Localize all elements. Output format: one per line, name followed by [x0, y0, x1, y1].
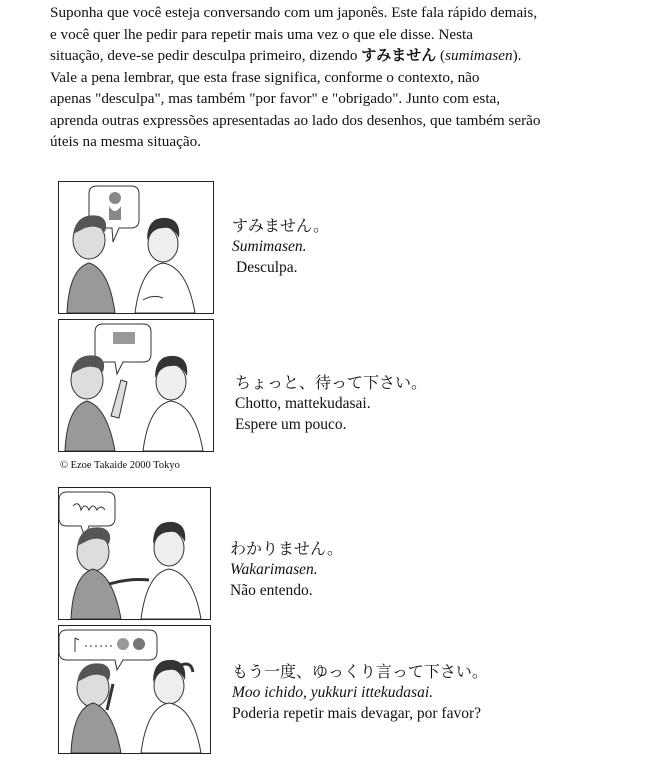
dialog-4: [232, 661, 488, 724]
intro-line-5: apenas "desculpa", mas também "por favor" e "obrigado". Junto com esta,: [50, 90, 501, 107]
intro-line-1: Suponha que você esteja conversando com um japonês. Este fala rápido demais,: [50, 4, 538, 21]
comic-illustration-1: [59, 182, 213, 313]
comic-illustration-2: [59, 320, 213, 451]
dialog-4-translation: Poderia repetir mais devagar, por favor?: [232, 705, 481, 722]
comic-panel-4: [58, 625, 211, 754]
dialog-3-japanese: わかりません。: [230, 539, 343, 558]
dialog-3: [230, 538, 343, 601]
dialog-2-japanese: ちょっと、待って下さい。: [235, 373, 428, 392]
intro-line-3: [50, 45, 630, 67]
comic-illustration-4: [59, 626, 210, 753]
dialog-2: [235, 372, 427, 435]
intro-line-3a: situação, deve-se pedir desculpa primeiro, dizendo: [50, 47, 358, 64]
dialog-3-translation: Não entendo.: [230, 582, 313, 599]
copyright-credit: © Ezoe Takaide 2000 Tokyo: [60, 460, 180, 471]
dialog-4-romaji: Moo ichido, yukkuri ittekudasai.: [232, 684, 434, 701]
dialog-3-romaji: Wakarimasen.: [230, 561, 318, 578]
intro-paren-close: ).: [512, 47, 522, 64]
dialog-2-translation: Espere um pouco.: [235, 416, 347, 433]
dialog-4-japanese: もう一度、ゆっくり言って下さい。: [232, 662, 488, 681]
comic-panel-3: [58, 487, 211, 620]
intro-line-2: e você quer lhe pedir para repetir mais uma vez o que ele disse. Nesta: [50, 25, 473, 43]
dialog-1-translation: Desculpa.: [236, 259, 298, 276]
comic-panel-2: [58, 319, 214, 452]
comic-panel-1: [58, 181, 214, 314]
intro-line-7: úteis na mesma situação.: [50, 133, 201, 150]
intro-japanese-word: すみません: [361, 46, 437, 64]
dialog-2-romaji: Chotto, mattekudasai.: [235, 395, 371, 412]
intro-paren-open: (: [440, 47, 446, 64]
dialog-1-japanese: すみません。: [232, 216, 329, 235]
intro-romaji-word: sumimasen: [445, 47, 513, 64]
comic-illustration-3: [59, 488, 210, 619]
intro-line-4: Vale a pena lembrar, que esta frase significa, conforme o contexto, não: [50, 68, 480, 86]
dialog-1-romaji: Sumimasen.: [232, 238, 307, 255]
dialog-1: [232, 215, 329, 278]
intro-paragraph: [50, 2, 630, 153]
intro-line-6: aprenda outras expressões apresentadas ao lado dos desenhos, que também serão: [50, 111, 541, 129]
